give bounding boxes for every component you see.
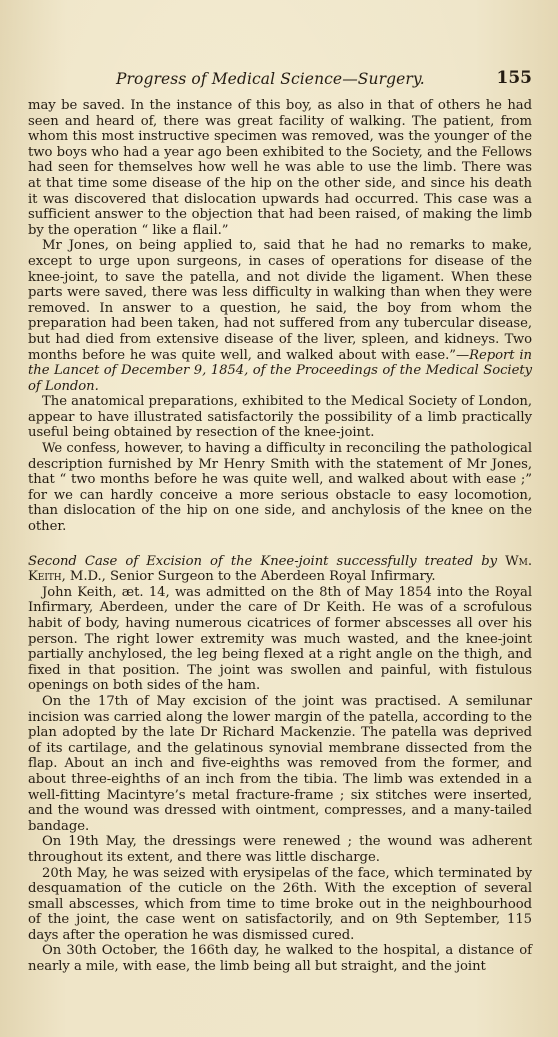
paragraph-excision: On the 17th of May excision of the joint was practised. A semilunar incision was carried along the lower margin of the patella, according to the plan adopted by the late Dr Richard Mackenzie. The patella was deprived of its cartilage, and the gelatinous synovial membrane dissected from the flap. About an inch and five-eighths was removed from the former, and about three-eighths of an inch from the tibia. The limb was extended in a well-fitting Macintyre’s metal fracture-frame ; six stitches were inserted, and the wound was dressed with ointment, compresses, and a many-tailed bandage. xyxy=(28,693,532,834)
section-gap xyxy=(28,535,532,554)
body-text xyxy=(28,98,532,975)
paragraph-we-confess: We confess, however, to having a difficulty in reconciling the pathological description furnished by Mr Henry Smith with the statement of Mr Jones, that “ two months before he was quite well, and walked about with ease ;” for we can hardly conceive a more serious obstacle to easy locomotion, than dislocation of the hip on one side, and anchylosis of the knee on the other. xyxy=(28,441,532,535)
page-number: 155 xyxy=(496,68,532,88)
case-heading xyxy=(28,554,532,585)
citation-source: Report in the Lancet of December 9, 1854, of the Proceedings of the Medical Society of London. xyxy=(28,347,532,394)
paragraph-admission: John Keith, æt. 14, was admitted on the 8th of May 1854 into the Royal Infirmary, Aberdeen, under the care of Dr Keith. He was of a scrofulous habit of body, having numerous cicatrices of former abscesses all over his person. The right lower extremity was much wasted, and the knee-joint partially anchylosed, the leg being flexed at a right angle on the thigh, and fixed in that position. The joint was swollen and painful, with fistulous openings on both sides of the ham. xyxy=(28,584,532,694)
running-header xyxy=(28,70,532,94)
paragraph-text: Mr Jones, on being applied to, said that he had no remarks to make, except to urge upon surgeons, in cases of operations for disease of the knee-joint, to save the patella, and not divide the ligament. When these parts were saved, there was less difficulty in walking than when they were removed. In answer to a question, he said, the boy from whom the preparation had been taken, had not suffered from any tubercular disease, but had died from extensive disease of the liver, spleen, and kidneys. Two months before he was quite well, and walked about with ease.”— xyxy=(28,238,532,363)
case-heading-title: Second Case of Excision of the Knee-joint successfully treated by xyxy=(28,553,498,569)
paragraph-30th-october: On 30th October, the 166th day, he walked to the hospital, a distance of nearly a mile, with ease, the limb being all but straight, and the joint xyxy=(28,943,532,975)
paragraph-20th-may: 20th May, he was seized with erysipelas of the face, which terminated by desquamation of the cuticle on the 26th. With the exception of several small abscesses, which from time to time broke out in the neighbourhood of the joint, the case went on satisfactorily, and on 9th September, 115 days after the operation he was dismissed cured. xyxy=(28,865,532,943)
paragraph-mr-jones xyxy=(28,238,532,394)
author-first-name: Wm. xyxy=(505,553,532,569)
running-title: Progress of Medical Science—Surgery. xyxy=(116,70,425,88)
paragraph-19th-may: On 19th May, the dressings were renewed ; the wound was adherent throughout its extent, and there was little discharge. xyxy=(28,834,532,865)
paragraph-anatomical-preparations: The anatomical preparations, exhibited to the Medical Society of London, appear to have illustrated satisfactorily the possibility of a limb practically useful being obtained by resection of the knee-joint. xyxy=(28,394,532,441)
author-credentials: , M.D., Senior Surgeon to the Aberdeen Royal Infirmary. xyxy=(61,569,436,585)
author-surname: Keith xyxy=(28,569,62,585)
paragraph-continuation: may be saved. In the instance of this boy, as also in that of others he had seen and heard of, there was great facility of walking. The patient, from whom this most instructive specimen was removed, was the younger of the two boys who had a year ago been exhibited to the Society, and the Fellows had seen for themselves how well he was able to use the limb. There was at that time some disease of the hip on the other side, and since his death it was discovered that dislocation upwards had occurred. This case was a sufficient answer to the objection that had been raised, of making the limb by the operation “ like a flail.” xyxy=(28,98,532,238)
